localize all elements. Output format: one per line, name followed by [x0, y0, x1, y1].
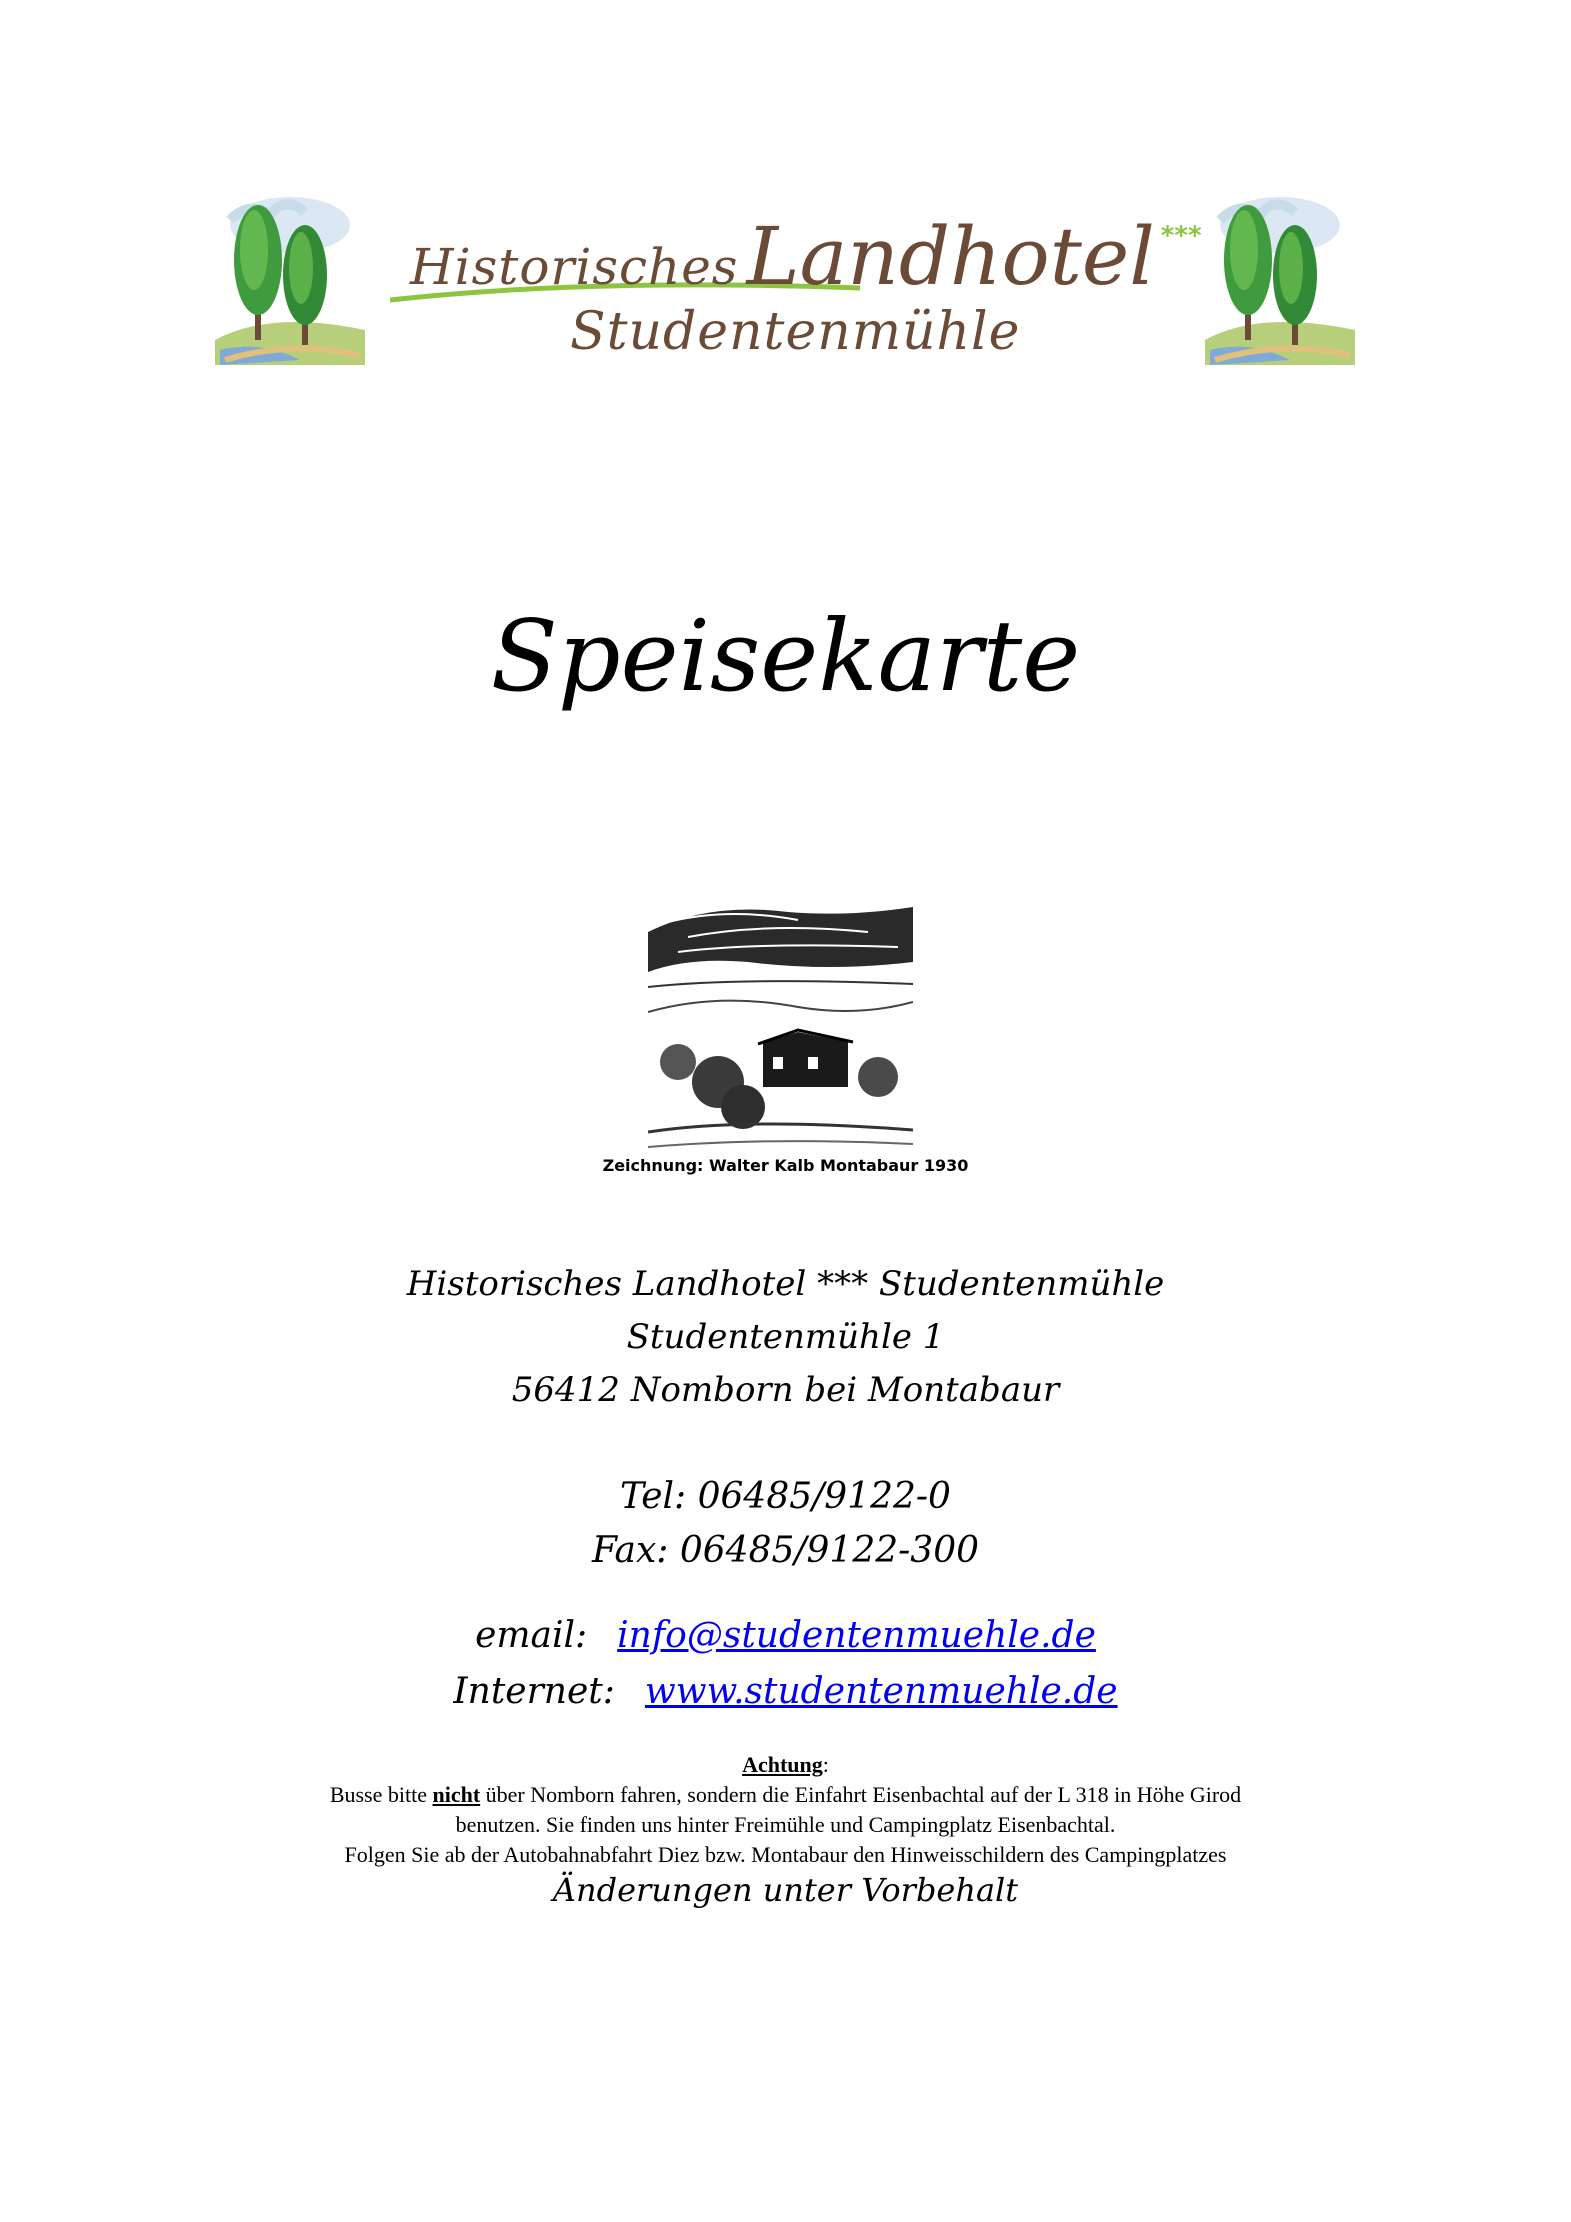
logo-historisches-text: Historisches — [410, 238, 739, 296]
contact-block — [0, 1608, 1571, 1720]
notice-emphasis-nicht: nicht — [432, 1782, 481, 1807]
logo-studentenmuehle-text: Studentenmühle — [570, 302, 1021, 362]
hotel-logo-header — [210, 190, 1360, 390]
notice-line-2: benutzen. Sie finden uns hinter Freimühle und Campingplatz Eisenbachtal. — [455, 1812, 1116, 1837]
email-row — [0, 1608, 1571, 1664]
page-title: Speisekarte — [490, 600, 1081, 714]
mill-sketch-drawing — [648, 892, 913, 1154]
website-link[interactable]: www.studentenmuehle.de — [644, 1671, 1118, 1712]
trees-landscape-illustration-left — [210, 190, 370, 370]
internet-row — [0, 1664, 1571, 1720]
logo-stars: *** — [1160, 221, 1202, 251]
fax-number: Fax: 06485/9122-300 — [591, 1530, 980, 1571]
logo-wordmark — [390, 190, 1202, 390]
address-line-hotel-name: Historisches Landhotel *** Studentenmühle — [406, 1264, 1165, 1304]
drawing-caption: Zeichnung: Walter Kalb Montabaur 1930 — [602, 1156, 969, 1175]
bus-directions-notice — [0, 1750, 1571, 1910]
email-label: email: — [475, 1615, 588, 1656]
notice-line-3: Folgen Sie ab der Autobahnabfahrt Diez bzw. Montabaur den Hinweisschildern des Campingplatzes — [344, 1842, 1227, 1867]
email-link[interactable]: info@studentenmuehle.de — [617, 1615, 1096, 1656]
notice-line-1-start: Busse bitte — [329, 1782, 433, 1807]
trees-landscape-illustration-right — [1200, 190, 1360, 370]
notice-line-1 — [0, 1780, 1571, 1810]
notice-line-1-end: über Nomborn fahren, sondern die Einfahrt Eisenbachtal auf der L 318 in Höhe Girod — [480, 1782, 1242, 1807]
internet-label: Internet: — [453, 1671, 615, 1712]
address-line-street: Studentenmühle 1 — [626, 1317, 945, 1357]
telephone-number: Tel: 06485/9122-0 — [620, 1476, 951, 1517]
notice-heading-suffix: : — [822, 1752, 829, 1777]
phone-block — [0, 1470, 1571, 1578]
address-line-city: 56412 Nomborn bei Montabaur — [511, 1370, 1060, 1410]
changes-reserved-note: Änderungen unter Vorbehalt — [552, 1871, 1019, 1909]
notice-heading: Achtung — [742, 1752, 823, 1777]
notice-heading-row — [0, 1750, 1571, 1780]
hotel-address — [0, 1258, 1571, 1417]
logo-landhotel-text: Landhotel — [746, 210, 1155, 303]
